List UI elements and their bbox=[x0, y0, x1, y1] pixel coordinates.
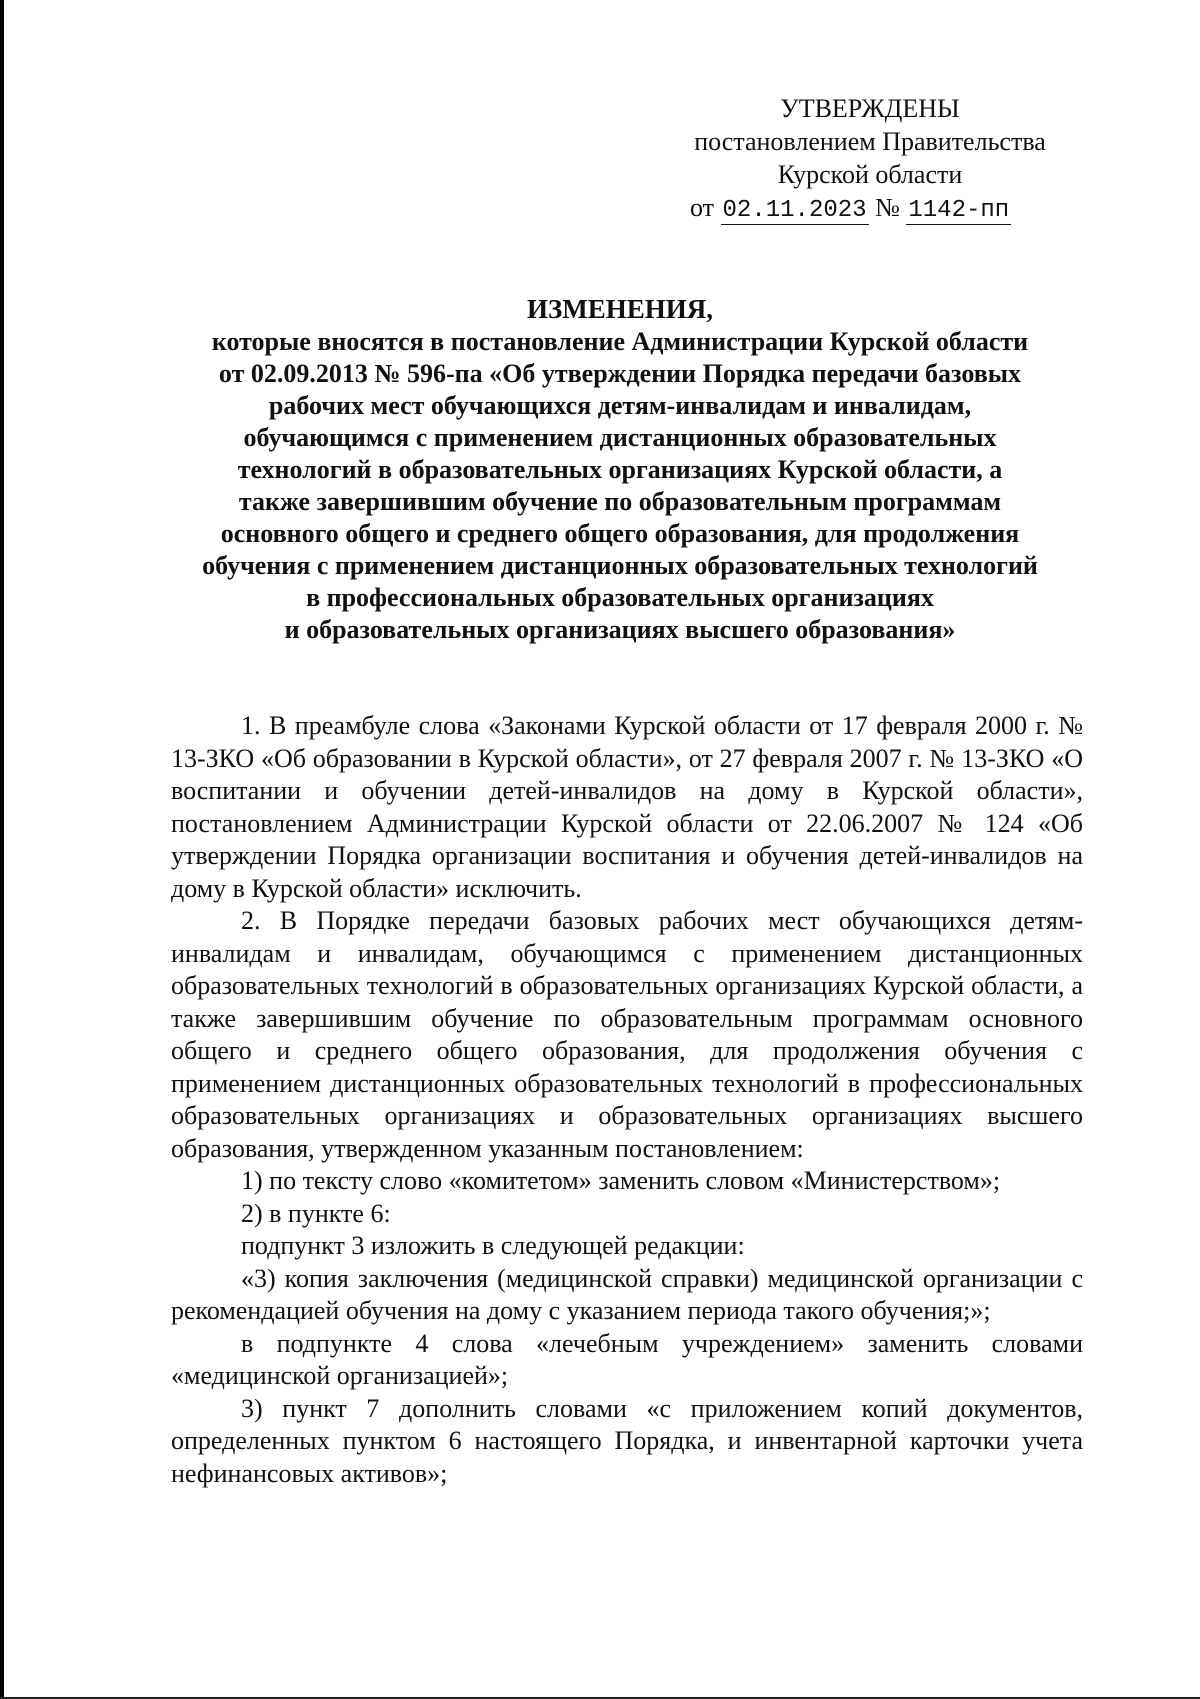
title-heading: ИЗМЕНЕНИЯ, bbox=[526, 294, 713, 324]
paragraph-subitem-4: в подпункте 4 слова «лечебным учреждением» заменить словами «медицинской организацией»; bbox=[171, 1328, 1083, 1390]
title-line: которые вносятся в постановление Администрации Курской области bbox=[211, 327, 1029, 356]
decree-date: 02.11.2023 bbox=[722, 197, 867, 224]
paragraph-item-3: 3) пункт 7 дополнить словами «с приложением копий документов, определенных пунктом 6 настоящего Порядка, и инвентарной карточки учета нефинансовых активов»; bbox=[171, 1393, 1083, 1488]
paragraph-preamble: 1. В преамбуле слова «Законами Курской области от 17 февраля 2000 г. № 13-ЗКО «Об образовании в Курской области», от 27 февраля 2007 г. № 13-ЗКО «О воспитании и обучении детей-инвалидов на дому в Курской области», постановлением Администрации Курской области от 22.06.2007 № 124 «Об утверждении Порядка организации воспитания и обучения детей-инвалидов на дому в Курской области» исключить. bbox=[171, 711, 1083, 903]
title-line: рабочих мест обучающихся детям-инвалидам и инвалидам, bbox=[268, 391, 972, 420]
title-line: от 02.09.2013 № 596-па «Об утверждении Порядка передачи базовых bbox=[218, 359, 1022, 388]
title-line: технологий в образовательных организациях Курской области, а bbox=[237, 455, 1003, 484]
title-line: обучающимся с применением дистанционных образовательных bbox=[243, 423, 997, 452]
title-line: в профессиональных образовательных организациях bbox=[306, 583, 934, 612]
approval-stamp-block bbox=[670, 92, 1070, 225]
scan-edge-left bbox=[0, 0, 4, 1699]
title-line: обучения с применением дистанционных образовательных технологий bbox=[202, 551, 1038, 580]
date-prefix: от bbox=[690, 193, 715, 222]
paragraph-item-1: 1) по тексту слово «комитетом» заменить словом «Министерством»; bbox=[241, 1166, 1001, 1195]
paragraph-procedure: 2. В Порядке передачи базовых рабочих мест обучающихся детям-инвалидам и инвалидам, обучающимся с применением дистанционных образовательных технологий в образовательных организациях Курской области, а также завершившим обучение по образовательным программам основного общего и среднего общего образования, для продолжения обучения с применением дистанционных образовательных технологий в профессиональных образовательных организациях и образовательных организациях высшего образования, утвержденном указанным постановлением: bbox=[171, 906, 1083, 1163]
title-line: также завершившим обучение по образовательным программам bbox=[238, 487, 1002, 516]
approval-issuer: постановлением Правительства bbox=[694, 127, 1046, 156]
approval-title: УТВЕРЖДЕНЫ bbox=[780, 94, 960, 123]
paragraph-item-2: 2) в пункте 6: bbox=[241, 1198, 391, 1228]
title-line: и образовательных организациях высшего образования» bbox=[284, 615, 956, 644]
approval-region: Курской области bbox=[777, 160, 963, 189]
document-title bbox=[160, 293, 1080, 646]
decree-number: 1142-пп bbox=[908, 197, 1010, 224]
paragraph-subitem-3-intro: подпункт 3 изложить в следующей редакции: bbox=[241, 1231, 745, 1260]
title-line: основного общего и среднего общего образования, для продолжения bbox=[220, 519, 1020, 548]
document-body bbox=[171, 710, 1083, 1490]
number-sign: № bbox=[875, 193, 900, 222]
approval-date-number bbox=[670, 191, 1070, 225]
paragraph-subitem-3-text: «3) копия заключения (медицинской справки) медицинской организации с рекомендацией обучения на дому с указанием периода такого обучения;»; bbox=[171, 1263, 1083, 1325]
